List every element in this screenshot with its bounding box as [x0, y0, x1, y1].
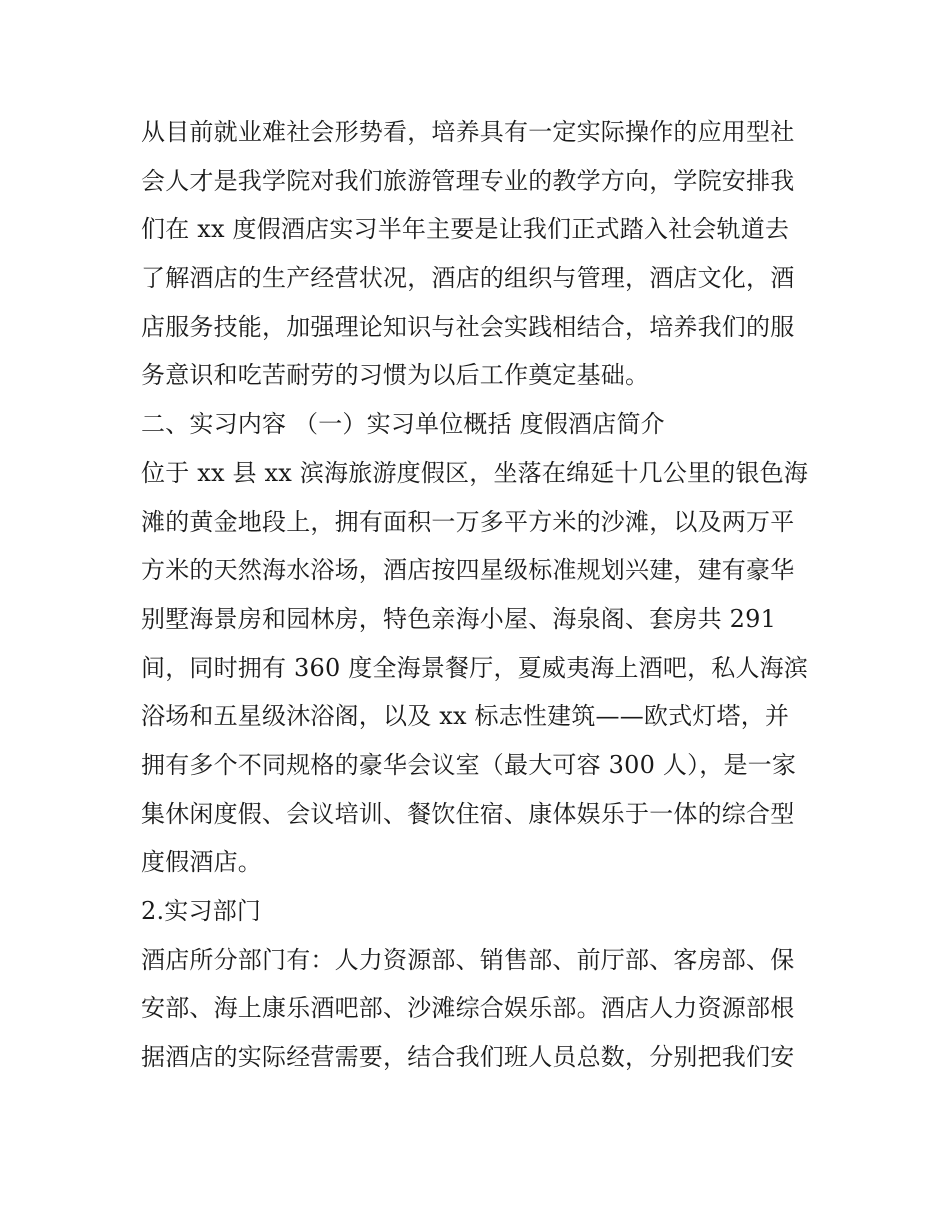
text-line: 务意识和吃苦耐劳的习惯为以后工作奠定基础。	[141, 361, 650, 390]
section-heading: 二、实习内容 （一）实习单位概括 度假酒店简介	[141, 410, 665, 439]
text-line: 们在 xx 度假酒店实习半年主要是让我们正式踏入社会轨道去	[141, 215, 790, 244]
text-line: 集休闲度假、会议培训、餐饮住宿、康体娱乐于一体的综合型	[141, 799, 795, 828]
text-line: 酒店所分部门有：人力资源部、销售部、前厅部、客房部、保	[141, 945, 795, 974]
text-line: 别墅海景房和园林房，特色亲海小屋、海泉阁、套房共 291	[141, 604, 777, 633]
text-line: 安部、海上康乐酒吧部、沙滩综合娱乐部。酒店人力资源部根	[141, 994, 795, 1023]
text-line: 据酒店的实际经营需要，结合我们班人员总数，分别把我们安	[141, 1043, 795, 1072]
subsection-heading: 2.实习部门	[141, 897, 262, 925]
text-line: 度假酒店。	[141, 848, 262, 877]
text-line: 位于 xx 县 xx 滨海旅游度假区，坐落在绵延十几公里的银色海	[141, 458, 809, 487]
text-line: 了解酒店的生产经营状况，酒店的组织与管理，酒店文化，酒	[141, 264, 795, 293]
text-line: 间，同时拥有 360 度全海景餐厅，夏威夷海上酒吧，私人海滨	[141, 653, 809, 682]
text-line: 从目前就业难社会形势看，培养具有一定实际操作的应用型社	[141, 118, 795, 146]
document-body	[141, 108, 821, 1082]
text-line: 拥有多个不同规格的豪华会议室（最大可容 300 人），是一家	[141, 750, 797, 779]
text-line: 店服务技能，加强理论知识与社会实践相结合，培养我们的服	[141, 312, 795, 341]
text-line: 浴场和五星级沐浴阁，以及 xx 标志性建筑——欧式灯塔，并	[141, 702, 790, 731]
text-line: 方米的天然海水浴场，酒店按四星级标准规划兴建，建有豪华	[141, 556, 795, 585]
text-line: 会人才是我学院对我们旅游管理专业的教学方向，学院安排我	[141, 166, 795, 195]
text-line: 滩的黄金地段上，拥有面积一万多平方米的沙滩，以及两万平	[141, 507, 795, 536]
